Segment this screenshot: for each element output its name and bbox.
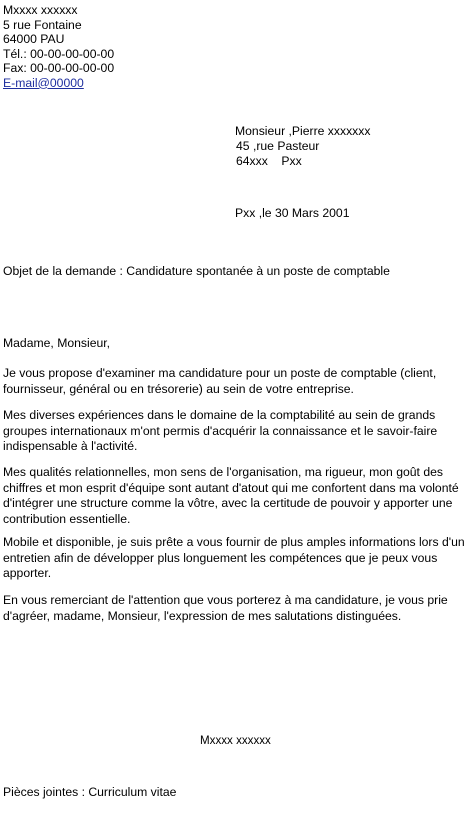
paragraph-line: contribution essentielle.: [3, 511, 131, 526]
paragraph-line: d'agréer, madame, Monsieur, l'expression de mes salutations distinguées.: [3, 608, 402, 623]
enclosures: Pièces jointes : Curriculum vitae: [3, 785, 177, 799]
paragraph-line: entretien afin de développer plus longuement les compétences que je peux vous: [3, 550, 438, 565]
paragraph-line: groupes internationaux m'ont permis d'acquérir la connaissance et le savoir-faire: [3, 423, 438, 438]
letter-date: Pxx ,le 30 Mars 2001: [235, 206, 350, 220]
recipient-name: Monsieur ,Pierre xxxxxxx: [235, 124, 371, 138]
sender-fax: Fax: 00-00-00-00-00: [3, 61, 115, 75]
paragraph-line: Je vous propose d'examiner ma candidature pour un poste de comptable (client,: [3, 366, 437, 380]
recipient-city: 64xxx Pxx: [236, 154, 302, 168]
paragraph-line: Mobile et disponible, je suis prête a vous fournir de plus amples informations lors d'un: [3, 535, 465, 549]
sender-name: Mxxxx xxxxxx: [3, 3, 78, 17]
letter-subject: Objet de la demande : Candidature spontanée à un poste de comptable: [3, 264, 390, 278]
paragraph-line: Mes diverses expériences dans le domaine de la comptabilité au sein de grands: [3, 408, 436, 422]
paragraph-line: chiffres et mon esprit d'équipe sont autant d'atout qui me confortent dans ma volonté: [3, 480, 459, 495]
sender-email-link[interactable]: E-mail@00000: [3, 75, 84, 90]
sender-street: 5 rue Fontaine: [3, 17, 82, 32]
paragraph-line: apporter.: [3, 566, 52, 580]
paragraph-line: indispensable à l'activité.: [3, 439, 138, 453]
sender-city: 64000 PAU: [3, 32, 65, 46]
paragraph-line: d'intégrer une structure comme la vôtre, avec la certitude de pouvoir y apporter une: [3, 496, 453, 510]
body-paragraph: [3, 408, 471, 455]
body-paragraph: [3, 465, 471, 527]
paragraph-line: Mes qualités relationnelles, mon sens de l'organisation, ma rigueur, mon goût des: [3, 465, 443, 479]
sender-block: [3, 3, 114, 90]
body-paragraph: [3, 535, 471, 582]
recipient-street: 45 ,rue Pasteur: [236, 139, 320, 153]
letter-greeting: Madame, Monsieur,: [3, 336, 111, 350]
signature: Mxxxx xxxxxx: [200, 734, 271, 747]
paragraph-line: fournisseur, général ou en trésorerie) au sein de votre entreprise.: [3, 381, 354, 396]
paragraph-line: En vous remerciant de l'attention que vous porterez à ma candidature, je vous prie: [3, 593, 448, 607]
sender-tel: Tél.: 00-00-00-00-00: [3, 46, 115, 61]
body-paragraph: [3, 366, 471, 397]
recipient-block: [235, 124, 370, 169]
body-paragraph: [3, 593, 471, 624]
